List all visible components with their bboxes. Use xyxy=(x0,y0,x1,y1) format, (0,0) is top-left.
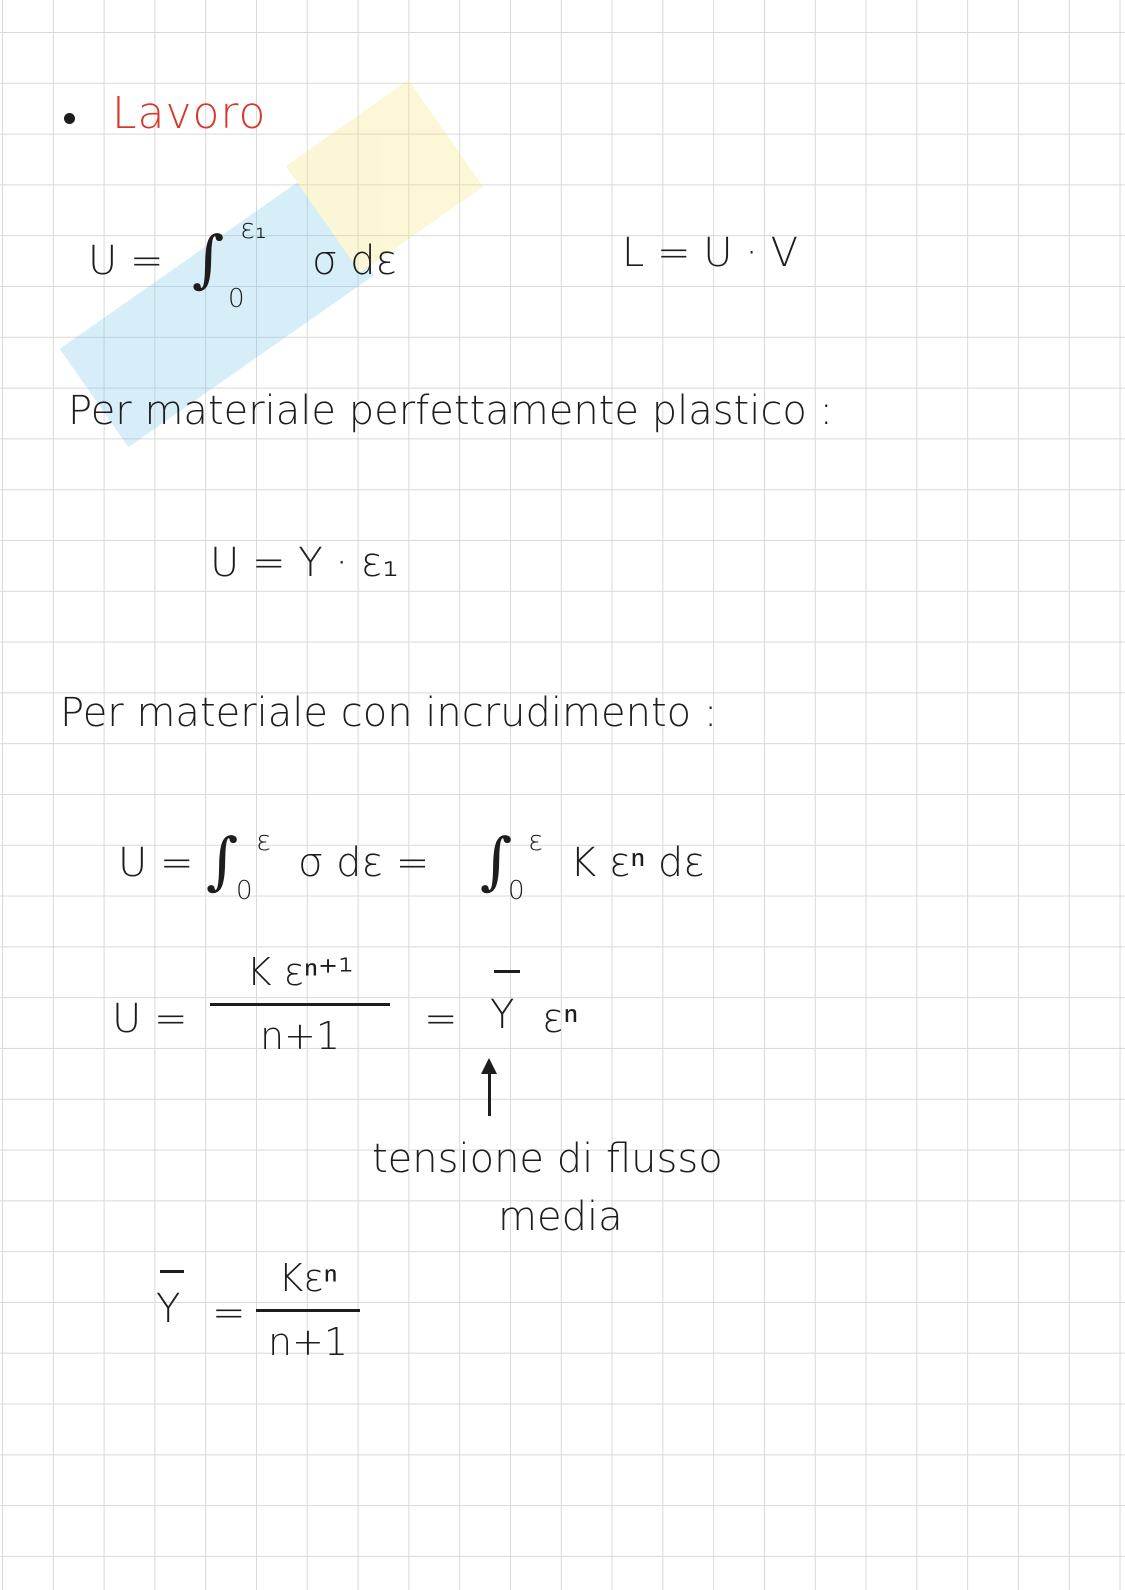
eq4-integral-sign-2: ∫ xyxy=(480,824,513,897)
bullet-dot xyxy=(64,113,75,124)
eq1-lower-limit: 0 xyxy=(228,284,245,314)
eq4-lower-limit-1: 0 xyxy=(236,876,253,906)
eq5-eps-n: εⁿ xyxy=(542,996,579,1042)
note-flow-stress: tensione di flusso xyxy=(372,1136,723,1182)
eq4-integral-sign-1: ∫ xyxy=(206,824,239,897)
eq3-plastic-work: U = Y · ε₁ xyxy=(210,540,399,586)
section-perfectly-plastic: Per materiale perfettamente plastico : xyxy=(68,388,833,434)
eq6-equals: = xyxy=(212,1290,246,1336)
eq4-lhs: U = xyxy=(118,840,194,886)
eq6-numerator: Kεⁿ xyxy=(278,1256,338,1300)
eq5-numerator: K εⁿ⁺¹ xyxy=(246,950,354,994)
eq1-lhs: U = xyxy=(88,238,164,284)
heading-lavoro: Lavoro xyxy=(112,88,267,139)
eq5-lhs: U = xyxy=(112,996,188,1042)
eq6-denominator: n+1 xyxy=(267,1320,349,1364)
eq4-lower-limit-2: 0 xyxy=(508,876,525,906)
eq6-y-mean: Y xyxy=(156,1286,181,1332)
section-work-hardening: Per materiale con incrudimento : xyxy=(60,690,718,736)
eq4-upper-limit-1: ε xyxy=(256,824,272,857)
eq4-body-1: σ dε = xyxy=(298,840,430,886)
eq5-y-mean: Y xyxy=(490,992,515,1038)
eq4-body-2: K εⁿ dε xyxy=(570,840,705,886)
eq5-equals: = xyxy=(424,996,458,1042)
eq1-body: σ dε xyxy=(312,238,398,284)
eq4-upper-limit-2: ε xyxy=(528,824,544,857)
eq6-fraction-bar xyxy=(256,1309,360,1312)
eq6-fraction xyxy=(256,1256,360,1364)
eq1-integral-sign: ∫ xyxy=(192,222,225,295)
eq5-denominator: n+1 xyxy=(259,1014,341,1058)
eq5-fraction-bar xyxy=(210,1003,390,1006)
eq1-upper-limit: ε₁ xyxy=(240,212,267,245)
note-mean: media xyxy=(498,1194,623,1240)
eq6-y-bar xyxy=(160,1270,184,1273)
arrow-shaft xyxy=(488,1070,491,1116)
eq5-y-bar xyxy=(494,970,520,973)
eq5-fraction xyxy=(210,950,390,1058)
eq2-work: L = U · V xyxy=(622,230,799,276)
